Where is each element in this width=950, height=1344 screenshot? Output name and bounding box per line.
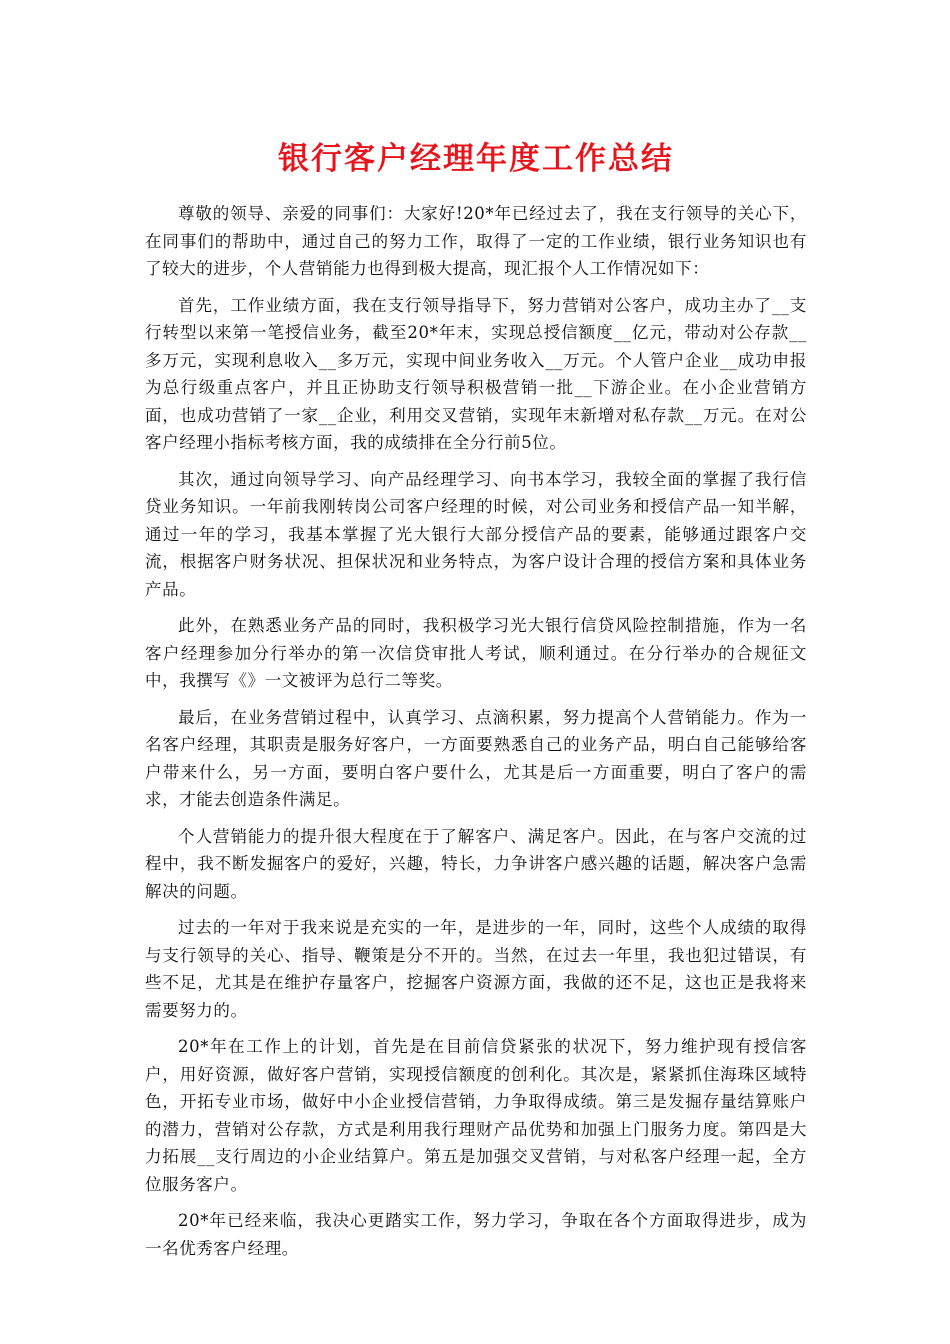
document-title: 银行客户经理年度工作总结 — [278, 141, 674, 177]
paragraph-closing: 20*年已经来临，我决心更踏实工作，努力学习，争取在各个方面取得进步，成为一名优秀客户经理。 — [145, 1211, 807, 1258]
paragraph-reflection: 过去的一年对于我来说是充实的一年，是进步的一年，同时，这些个人成绩的取得与支行领导的关心、指导、鞭策是分不开的。当然，在过去一年里，我也犯过错误，有些不足，尤其是在维护存量客户，挖掘客户资源方面，我做的还不足，这也正是我将来需要努力的。 — [145, 918, 807, 1020]
paragraph-plan: 20*年在工作上的计划，首先是在目前信贷紧张的状况下，努力维护现有授信客户，用好资源，做好客户营销，实现授信额度的创利化。其次是，紧紧抓住海珠区域特色，开拓专业市场，做好中小企业授信营销，力争取得成绩。第三是发掘存量结算账户的潜力，营销对公存款，方式是利用我行理财产品优势和加强上门服务力度。第四是大力拓展__支行周边的小企业结算户。第五是加强交叉营销，与对私客户经理一起，全方位服务客户。 — [145, 1037, 807, 1194]
paragraph-marketing: 最后，在业务营销过程中，认真学习、点滴积累，努力提高个人营销能力。作为一名客户经理，其职责是服务好客户，一方面要熟悉自己的业务产品，明白自己能够给客户带来什么，另一方面，要明白客户要什么，尤其是后一方面重要，明白了客户的需求，才能去创造条件满足。 — [145, 707, 807, 809]
paragraph-performance: 首先，工作业绩方面，我在支行领导指导下，努力营销对公客户，成功主办了__支行转型以来第一笔授信业务，截至20*年末，实现总授信额度__亿元，带动对公存款__多万元，实现利息收入__多万元，实现中间业务收入__万元。个人管户企业__成功申报为总行级重点客户，并且正协助支行领导积极营销一批__下游企业。在小企业营销方面，也成功营销了一家__企业，利用交叉营销，实现年末新增对私存款__万元。在对公客户经理小指标考核方面，我的成绩排在全分行前5位。 — [145, 295, 807, 452]
paragraph-risk-control: 此外，在熟悉业务产品的同时，我积极学习光大银行信贷风险控制措施，作为一名客户经理参加分行举办的第一次信贷审批人考试，顺利通过。在分行举办的合规征文中，我撰写《》一文被评为总行二等奖。 — [145, 616, 807, 690]
paragraph-customer: 个人营销能力的提升很大程度在于了解客户、满足客户。因此，在与客户交流的过程中，我不断发掘客户的爱好，兴趣，特长，力争讲客户感兴趣的话题，解决客户急需解决的问题。 — [145, 826, 807, 901]
paragraph-learning: 其次，通过向领导学习、向产品经理学习、向书本学习，我较全面的掌握了我行信贷业务知识。一年前我刚转岗公司客户经理的时候，对公司业务和授信产品一知半解，通过一年的学习，我基本掌握了光大银行大部分授信产品的要素，能够通过跟客户交流，根据客户财务状况、担保状况和业务特点，为客户设计合理的授信方案和具体业务产品。 — [145, 469, 807, 599]
paragraph-greeting: 尊敬的领导、亲爱的同事们：大家好!20*年已经过去了，我在支行领导的关心下，在同事们的帮助中，通过自己的努力工作，取得了一定的工作业绩，银行业务知识也有了较大的进步，个人营销能力也得到极大提高，现汇报个人工作情况如下： — [145, 204, 807, 278]
